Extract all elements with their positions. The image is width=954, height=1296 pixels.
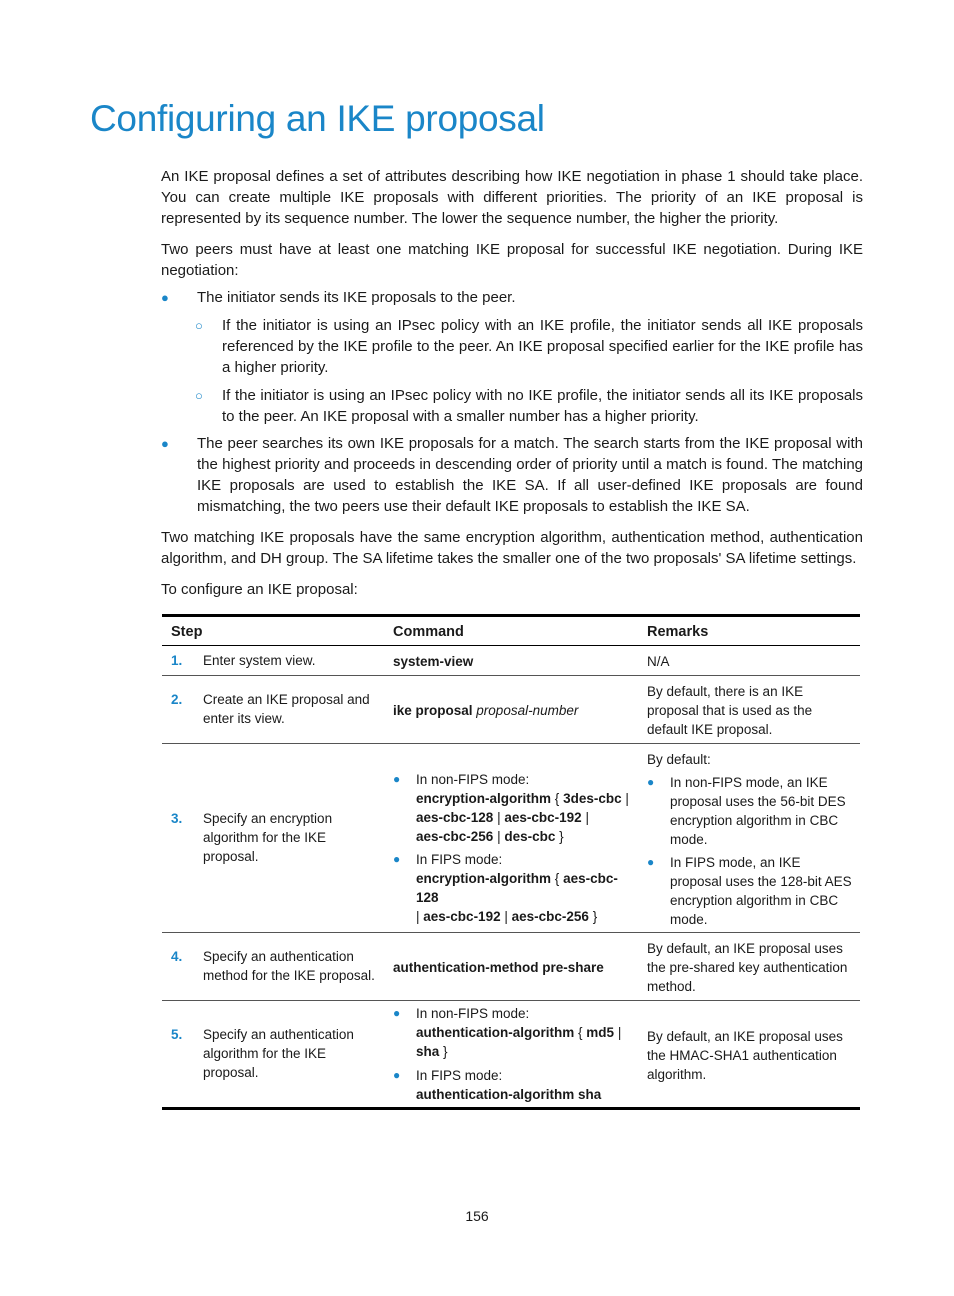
step-description: Specify an authentication algorithm for the IKE proposal. bbox=[203, 1027, 354, 1080]
remarks-text: By default, there is an IKE proposal that is used as the default IKE proposal. bbox=[647, 684, 813, 737]
header-step: Step bbox=[171, 624, 203, 640]
negotiation-paragraph: Two peers must have at least one matching IKE proposal for successful IKE negotiation. During IKE negotiation: bbox=[161, 241, 863, 279]
step-description: Specify an authentication method for the IKE proposal. bbox=[203, 949, 375, 983]
bullet-icon: ● bbox=[393, 772, 401, 786]
remarks-text: N/A bbox=[647, 654, 670, 669]
bullet-icon: ● bbox=[393, 852, 401, 866]
step-number: 4. bbox=[171, 949, 183, 964]
step-number: 3. bbox=[171, 811, 183, 826]
sub-bullet-icon: ○ bbox=[195, 388, 203, 403]
step-description: Create an IKE proposal and enter its view. bbox=[203, 692, 370, 726]
bullet-icon: ● bbox=[161, 436, 169, 451]
row-divider bbox=[162, 743, 860, 744]
bullet-icon: ● bbox=[161, 290, 169, 305]
row-divider bbox=[162, 675, 860, 676]
bullet-icon: ● bbox=[393, 1068, 401, 1082]
remarks-heading: By default: bbox=[647, 752, 711, 767]
header-command: Command bbox=[393, 624, 464, 640]
row-divider bbox=[162, 932, 860, 933]
step-number: 2. bbox=[171, 692, 183, 707]
step-description: Enter system view. bbox=[203, 653, 316, 668]
step-number: 1. bbox=[171, 653, 183, 668]
command-text: ike proposal proposal-number bbox=[393, 703, 579, 718]
bullet-icon: ● bbox=[393, 1006, 401, 1020]
row-divider bbox=[162, 1000, 860, 1001]
intro-paragraph: An IKE proposal defines a set of attributes describing how IKE negotiation in phase 1 should take place. You can create multiple IKE proposals with different priorities. The priority of an IKE proposal is represented by its sequence number. The lower the sequence number, the higher the priority. bbox=[161, 168, 863, 227]
sub-bullet-icon: ○ bbox=[195, 318, 203, 333]
bullet-icon: ● bbox=[647, 775, 655, 789]
bullet-icon: ● bbox=[647, 855, 655, 869]
remarks-text: By default, an IKE proposal uses the HMAC-SHA1 authentication algorithm. bbox=[647, 1029, 843, 1082]
page-title: Configuring an IKE proposal bbox=[90, 98, 545, 139]
remarks-text: By default, an IKE proposal uses the pre-shared key authentication method. bbox=[647, 941, 848, 994]
header-rule bbox=[162, 645, 860, 646]
table-top-rule bbox=[162, 614, 860, 617]
page-number: 156 bbox=[465, 1208, 489, 1224]
step-description: Specify an encryption algorithm for the IKE proposal. bbox=[203, 811, 333, 864]
command-text: system-view bbox=[393, 654, 474, 669]
table-bottom-rule bbox=[162, 1107, 860, 1110]
configure-lead-in: To configure an IKE proposal: bbox=[161, 581, 358, 598]
header-remarks: Remarks bbox=[647, 624, 709, 640]
step-number: 5. bbox=[171, 1027, 183, 1042]
matching-paragraph: Two matching IKE proposals have the same encryption algorithm, authentication method, authentication algorithm, and DH group. The SA lifetime takes the smaller one of the two proposals' SA lifetime settings. bbox=[161, 529, 863, 567]
command-text: authentication-method pre-share bbox=[393, 960, 604, 975]
